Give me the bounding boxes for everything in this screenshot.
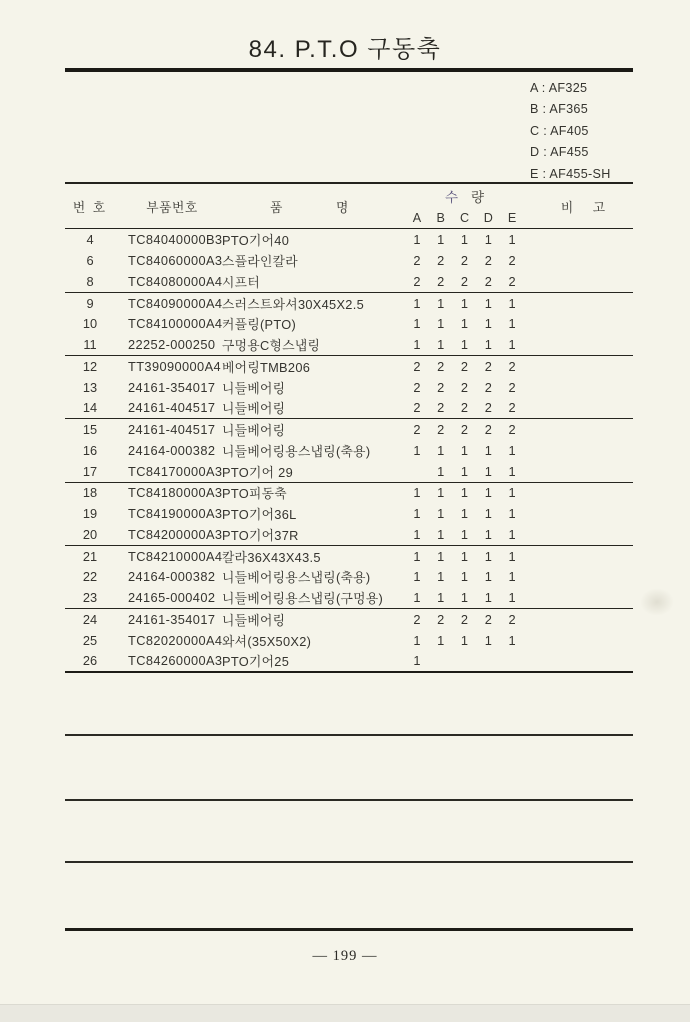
- cell-qty-d: 1: [484, 569, 492, 585]
- cell-qty-c: 2: [460, 253, 469, 269]
- table-row: [65, 630, 633, 651]
- table-row: [65, 334, 633, 355]
- cell-qty-e: 2: [508, 253, 516, 269]
- cell-qty-d: 2: [484, 379, 492, 395]
- legend-item: E : AF455-SH: [530, 166, 611, 181]
- cell-qty-d: 2: [484, 253, 492, 269]
- cell-qty-a: 1: [413, 337, 421, 353]
- table-group: [65, 419, 633, 482]
- cell-part-name: 커플링(PTO): [222, 317, 297, 333]
- cell-qty-d: 2: [484, 422, 492, 438]
- cell-part-name: PTO기어36L: [222, 507, 297, 523]
- cell-qty-e: 1: [508, 442, 516, 458]
- table-row: [65, 250, 633, 271]
- cell-no: 23: [82, 590, 98, 606]
- blank-rule-line: [65, 799, 633, 801]
- cell-qty-e: 1: [508, 569, 516, 585]
- cell-part-number: TC84210000A4: [128, 548, 223, 564]
- cell-part-name: 니들베어링: [222, 423, 286, 439]
- cell-qty-b: 1: [437, 442, 445, 458]
- header-qty-col-e: E: [507, 211, 517, 225]
- cell-qty-a: 1: [413, 653, 421, 669]
- cell-qty-a: 1: [413, 569, 421, 585]
- cell-part-number: TC84260000A3: [128, 653, 223, 669]
- table-row: [65, 230, 633, 251]
- cell-qty-d: 1: [484, 295, 492, 311]
- cell-qty-e: 1: [508, 463, 516, 479]
- cell-qty-b: 1: [437, 337, 445, 353]
- cell-part-number: 24161-404517: [128, 422, 216, 438]
- cell-no: 8: [86, 273, 94, 289]
- cell-no: 19: [82, 506, 98, 522]
- legend: [530, 81, 611, 188]
- cell-qty-c: 1: [460, 569, 469, 585]
- cell-qty-c: 2: [460, 400, 469, 416]
- cell-qty-a: 1: [413, 316, 421, 332]
- cell-qty-d: 1: [484, 526, 492, 542]
- header-quantity-char1: 수: [444, 190, 458, 205]
- table-group: [65, 609, 633, 673]
- cell-part-number: 24165-000402: [128, 590, 216, 606]
- header-no: 번 호: [72, 200, 108, 215]
- cell-part-name: PTO기어40: [222, 233, 290, 249]
- cell-qty-b: 2: [437, 273, 445, 289]
- table-row: [65, 483, 633, 504]
- cell-part-number: TC84180000A3: [128, 485, 223, 501]
- cell-qty-c: 1: [460, 337, 469, 353]
- cell-part-name: 니들베어링용스냅링(구멍용): [222, 591, 384, 607]
- cell-qty-d: 1: [484, 442, 492, 458]
- cell-qty-c: 1: [460, 485, 469, 501]
- cell-part-name: 니들베어링: [222, 401, 286, 417]
- cell-qty-c: 2: [460, 422, 469, 438]
- cell-qty-d: 1: [484, 337, 492, 353]
- cell-qty-d: 1: [484, 590, 492, 606]
- cell-qty-e: 2: [508, 273, 516, 289]
- header-quantity: [405, 186, 524, 206]
- cell-part-name: 니들베어링: [222, 380, 286, 396]
- table-row: [65, 567, 633, 588]
- cell-qty-e: 2: [508, 400, 516, 416]
- cell-qty-b: 1: [437, 232, 445, 248]
- legend-item: A : AF325: [530, 81, 588, 95]
- cell-no: 22: [82, 569, 98, 585]
- cell-qty-d: 1: [484, 232, 492, 248]
- cell-part-number: TC84100000A4: [128, 316, 223, 332]
- table-row: [65, 524, 633, 545]
- cell-part-number: TC84170000A3: [128, 463, 223, 479]
- cell-part-name: 스플라인칼라: [222, 254, 298, 270]
- cell-qty-a: 1: [413, 295, 421, 311]
- cell-qty-c: 1: [460, 590, 469, 606]
- cell-part-name: 와셔(35X50X2): [222, 633, 312, 649]
- blank-rule-line: [65, 861, 633, 863]
- cell-qty-a: 1: [413, 548, 421, 564]
- table-group: [65, 546, 633, 609]
- cell-qty-a: 2: [413, 611, 421, 627]
- cell-qty-b: 1: [437, 485, 445, 501]
- legend-item: B : AF365: [530, 102, 589, 117]
- cell-qty-b: 1: [437, 632, 445, 648]
- table-row: [65, 587, 633, 608]
- cell-qty-b: 1: [437, 463, 445, 479]
- header-qty-col-a: A: [412, 211, 422, 225]
- table-group: [65, 483, 633, 546]
- header-quantity-columns: [405, 211, 524, 225]
- table-row: [65, 651, 633, 672]
- table-group: [65, 356, 633, 419]
- cell-part-number: TT39090000A4: [128, 358, 222, 374]
- cell-part-name: 구멍용C형스냅링: [222, 338, 321, 354]
- cell-qty-b: 1: [437, 295, 445, 311]
- cell-no: 26: [82, 653, 98, 669]
- cell-qty-a: 1: [413, 232, 421, 248]
- cell-qty-c: 1: [460, 442, 469, 458]
- cell-qty-c: 1: [460, 506, 469, 522]
- cell-no: 18: [82, 485, 98, 501]
- cell-qty-e: 2: [508, 379, 516, 395]
- table-row: [65, 271, 633, 292]
- cell-part-name: PTO피동축: [222, 486, 287, 502]
- cell-qty-c: 1: [460, 232, 469, 248]
- cell-qty-a: 2: [413, 400, 421, 416]
- cell-no: 15: [82, 422, 98, 438]
- cell-part-name: 니들베어링: [222, 612, 286, 628]
- cell-no: 17: [82, 463, 98, 479]
- cell-no: 14: [82, 400, 98, 416]
- cell-qty-e: 2: [508, 611, 516, 627]
- cell-qty-d: 2: [484, 358, 492, 374]
- cell-no: 20: [82, 526, 98, 542]
- table-row: [65, 377, 633, 398]
- cell-qty-d: 1: [484, 632, 492, 648]
- legend-item: C : AF405: [530, 123, 589, 138]
- cell-no: 24: [82, 611, 98, 627]
- table-body: [65, 230, 633, 674]
- cell-no: 9: [86, 295, 94, 311]
- cell-part-number: TC84080000A4: [128, 273, 223, 289]
- cell-qty-c: 2: [460, 358, 469, 374]
- cell-qty-d: 2: [484, 400, 492, 416]
- cell-part-name: PTO기어25: [222, 654, 290, 670]
- cell-qty-b: 2: [437, 253, 445, 269]
- table-row: [65, 609, 633, 630]
- cell-qty-c: 1: [460, 632, 469, 648]
- header-part-name-first: 품: [270, 200, 283, 215]
- cell-qty-e: 1: [508, 506, 516, 522]
- cell-qty-e: 1: [508, 485, 516, 501]
- cell-part-number: TC84090000A4: [128, 295, 223, 311]
- cell-no: 10: [82, 316, 98, 332]
- header-remarks: 비 고: [560, 200, 606, 215]
- title-rule: [65, 68, 633, 72]
- table-header: [65, 182, 633, 229]
- blank-rule-line: [65, 734, 633, 736]
- footer-rule-line: [65, 928, 633, 931]
- cell-part-name: PTO기어 29: [222, 464, 293, 480]
- cell-qty-a: 1: [413, 632, 421, 648]
- page-title: 84. P.T.O 구동축: [248, 36, 442, 63]
- cell-part-number: 24164-000382: [128, 442, 216, 458]
- table-row: [65, 546, 633, 567]
- cell-qty-c: 1: [460, 548, 469, 564]
- cell-no: 6: [86, 253, 94, 269]
- header-qty-col-d: D: [483, 211, 493, 225]
- cell-no: 12: [82, 358, 98, 374]
- cell-part-name: 칼라36X43X43.5: [222, 549, 321, 565]
- cell-qty-a: 1: [413, 506, 421, 522]
- cell-qty-b: 1: [437, 569, 445, 585]
- table-row: [65, 440, 633, 461]
- cell-part-name: 시프터: [222, 274, 260, 290]
- cell-part-number: 22252-000250: [128, 337, 216, 353]
- cell-no: 4: [86, 232, 94, 248]
- table-group: [65, 230, 633, 293]
- header-part-number: 부품번호: [146, 200, 198, 215]
- header-part-name-second: 명: [336, 200, 349, 215]
- header-qty-col-c: C: [459, 211, 470, 225]
- cell-qty-e: 1: [508, 232, 516, 248]
- cell-qty-e: 2: [508, 358, 516, 374]
- cell-qty-c: 1: [460, 463, 469, 479]
- cell-part-name: 스러스트와셔30X45X2.5: [222, 296, 364, 312]
- cell-qty-a: 1: [413, 590, 421, 606]
- cell-part-number: 24161-354017: [128, 611, 216, 627]
- cell-qty-d: 1: [484, 316, 492, 332]
- cell-qty-e: 1: [508, 526, 516, 542]
- cell-no: 16: [82, 442, 98, 458]
- cell-qty-a: 2: [413, 273, 421, 289]
- cell-qty-b: 1: [437, 526, 445, 542]
- cell-qty-d: 1: [484, 485, 492, 501]
- cell-qty-d: 1: [484, 463, 492, 479]
- cell-qty-b: 2: [437, 422, 445, 438]
- cell-part-name: PTO기어37R: [222, 527, 299, 543]
- cell-part-name: 니들베어링용스냅링(축용): [222, 570, 371, 586]
- header-qty-col-b: B: [436, 211, 445, 225]
- cell-part-number: 24161-404517: [128, 400, 216, 416]
- cell-part-number: TC84060000A3: [128, 253, 223, 269]
- cell-qty-c: 2: [460, 379, 469, 395]
- table-row: [65, 503, 633, 524]
- cell-qty-c: 2: [460, 273, 469, 289]
- cell-part-number: TC84190000A3: [128, 506, 223, 522]
- cell-qty-a: 2: [413, 422, 421, 438]
- table-row: [65, 314, 633, 335]
- cell-no: 13: [82, 379, 98, 395]
- cell-qty-e: 2: [508, 422, 516, 438]
- page-number: — 199 —: [312, 948, 378, 964]
- cell-qty-e: 1: [508, 548, 516, 564]
- cell-part-number: 24164-000382: [128, 569, 216, 585]
- cell-qty-c: 1: [460, 295, 469, 311]
- cell-qty-c: 1: [460, 526, 469, 542]
- cell-qty-c: 2: [460, 611, 469, 627]
- cell-qty-a: 2: [413, 253, 421, 269]
- cell-qty-a: 1: [413, 526, 421, 542]
- cell-qty-e: 1: [508, 316, 516, 332]
- cell-no: 25: [82, 632, 98, 648]
- header-quantity-char2: 량: [471, 190, 485, 205]
- legend-item: D : AF455: [530, 145, 589, 160]
- cell-qty-c: 1: [460, 316, 469, 332]
- cell-part-number: 24161-354017: [128, 379, 216, 395]
- cell-qty-a: 1: [413, 442, 421, 458]
- cell-qty-e: 1: [508, 295, 516, 311]
- cell-part-name: 니들베어링용스냅링(축용): [222, 443, 371, 459]
- table-group: [65, 293, 633, 356]
- cell-qty-d: 2: [484, 273, 492, 289]
- cell-qty-d: 2: [484, 611, 492, 627]
- cell-qty-b: 2: [437, 400, 445, 416]
- cell-qty-d: 1: [484, 548, 492, 564]
- scan-edge-band: [0, 1004, 690, 1022]
- cell-qty-b: 1: [437, 548, 445, 564]
- cell-qty-b: 1: [437, 316, 445, 332]
- cell-qty-a: 2: [413, 358, 421, 374]
- cell-part-name: 베어링TMB206: [222, 359, 311, 375]
- table-row: [65, 293, 633, 314]
- cell-qty-e: 1: [508, 632, 516, 648]
- scan-smudge: [640, 588, 674, 616]
- cell-no: 21: [82, 548, 98, 564]
- cell-qty-b: 1: [437, 506, 445, 522]
- cell-part-number: TC84200000A3: [128, 526, 223, 542]
- cell-part-number: TC84040000B3: [128, 232, 223, 248]
- cell-part-number: TC82020000A4: [128, 632, 223, 648]
- cell-qty-b: 2: [437, 379, 445, 395]
- cell-qty-d: 1: [484, 506, 492, 522]
- table-row: [65, 356, 633, 377]
- cell-qty-a: 2: [413, 379, 421, 395]
- cell-no: 11: [83, 337, 97, 353]
- cell-qty-b: 1: [437, 590, 445, 606]
- cell-qty-e: 1: [508, 337, 516, 353]
- cell-qty-b: 2: [437, 611, 445, 627]
- cell-qty-a: 1: [413, 485, 421, 501]
- table-row: [65, 398, 633, 419]
- cell-qty-e: 1: [508, 590, 516, 606]
- cell-qty-b: 2: [437, 358, 445, 374]
- table-row: [65, 461, 633, 482]
- table-row: [65, 419, 633, 440]
